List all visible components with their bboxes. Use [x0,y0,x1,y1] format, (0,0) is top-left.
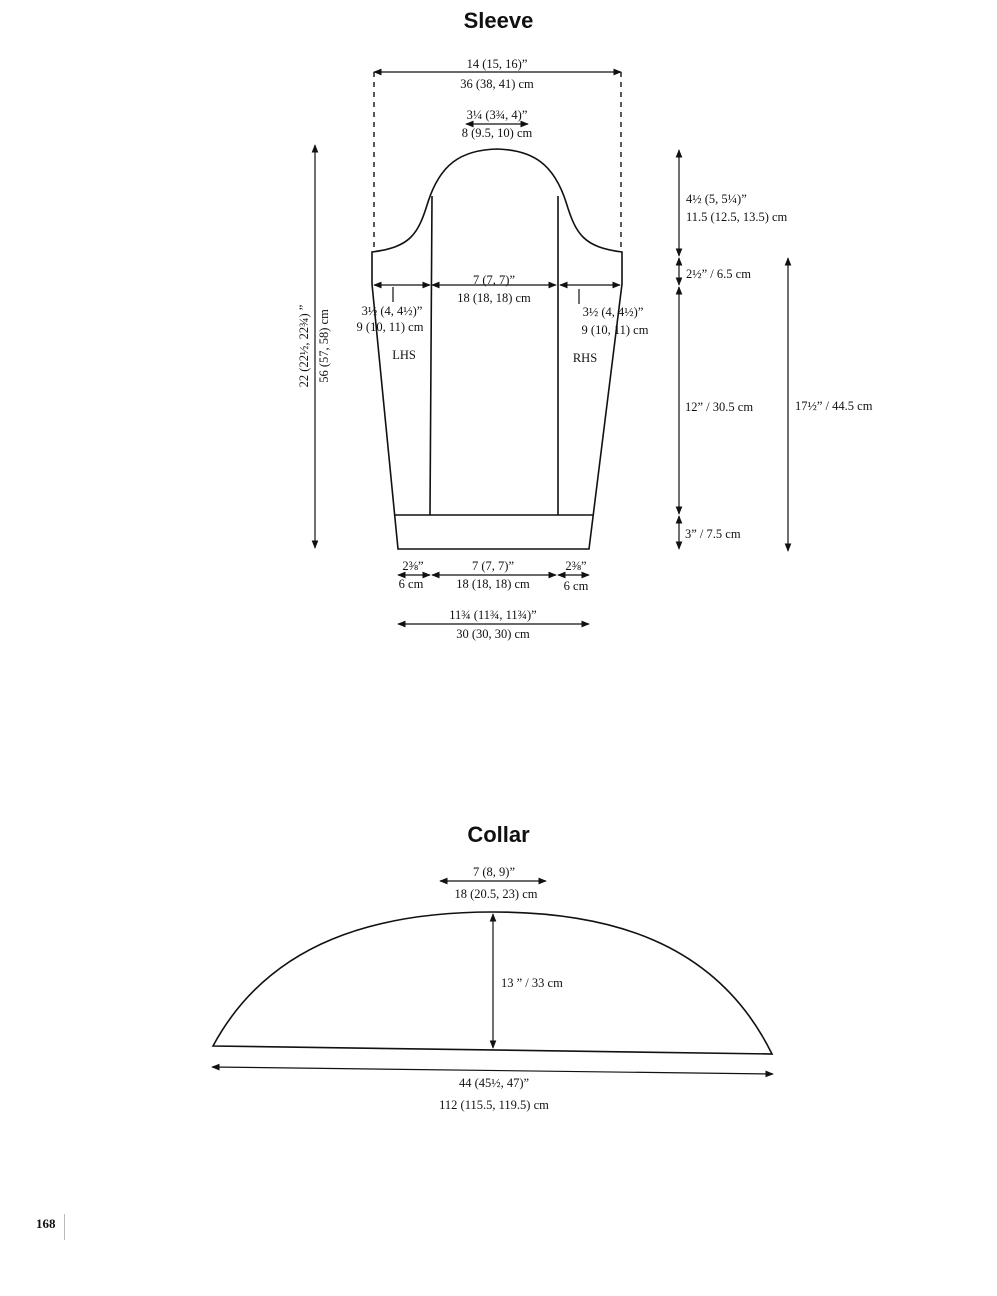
seg-3-label: 3” / 7.5 cm [685,527,741,541]
cap-height-in: 4½ (5, 5¼)” [686,192,747,206]
cuff-total-in: 11¾ (11¾, 11¾)” [449,608,537,622]
cap-height-cm: 11.5 (12.5, 13.5) cm [686,210,788,224]
collar-title: Collar [467,822,530,847]
collar-bottom-arrow [212,1067,773,1074]
cuff-mid-cm: 18 (18, 18) cm [456,577,530,591]
length-in: 22 (22½, 22¾) ” [297,304,311,388]
cuff-right-in: 2⅜” [565,559,587,573]
cuff-left-cm: 6 cm [398,577,424,591]
lhs-label: LHS [392,348,416,362]
rhs-label: RHS [572,351,598,365]
top-width-cm: 36 (38, 41) cm [460,77,534,91]
collar-top-cm: 18 (20.5, 23) cm [454,887,538,901]
seg-2-label: 2½” / 6.5 cm [686,267,751,281]
right-width-in: 3½ (4, 4½)” [582,305,644,319]
cap-top-cm: 8 (9.5, 10) cm [461,126,533,140]
cuff-total-cm: 30 (30, 30) cm [456,627,530,641]
collar-top-in: 7 (8, 9)” [473,865,515,879]
page-number: 168 [36,1216,56,1231]
page-divider [64,1214,65,1240]
right-width-cm: 9 (10, 11) cm [581,323,649,337]
left-width-cm: 9 (10, 11) cm [356,320,424,334]
left-width-in: 3½ (4, 4½)” [361,304,423,318]
top-width-in: 14 (15, 16)” [466,57,528,71]
total-label: 17½” / 44.5 cm [795,399,873,413]
mid-width-cm: 18 (18, 18) cm [457,291,531,305]
cuff-left-in: 2⅜” [402,559,424,573]
seg-12-label: 12” / 30.5 cm [685,400,754,414]
collar-height-label: 13 ” / 33 cm [501,976,563,990]
sleeve-title: Sleeve [463,8,534,33]
mid-width-in: 7 (7, 7)” [473,273,515,287]
cuff-right-cm: 6 cm [563,579,589,593]
collar-bottom-in: 44 (45½, 47)” [458,1076,530,1090]
left-cap-line [430,196,432,515]
cuff-mid-in: 7 (7, 7)” [472,559,514,573]
collar-bottom-cm: 112 (115.5, 119.5) cm [439,1098,549,1112]
length-cm: 56 (57, 58) cm [317,309,331,383]
cap-top-in: 3¼ (3¾, 4)” [466,108,528,122]
